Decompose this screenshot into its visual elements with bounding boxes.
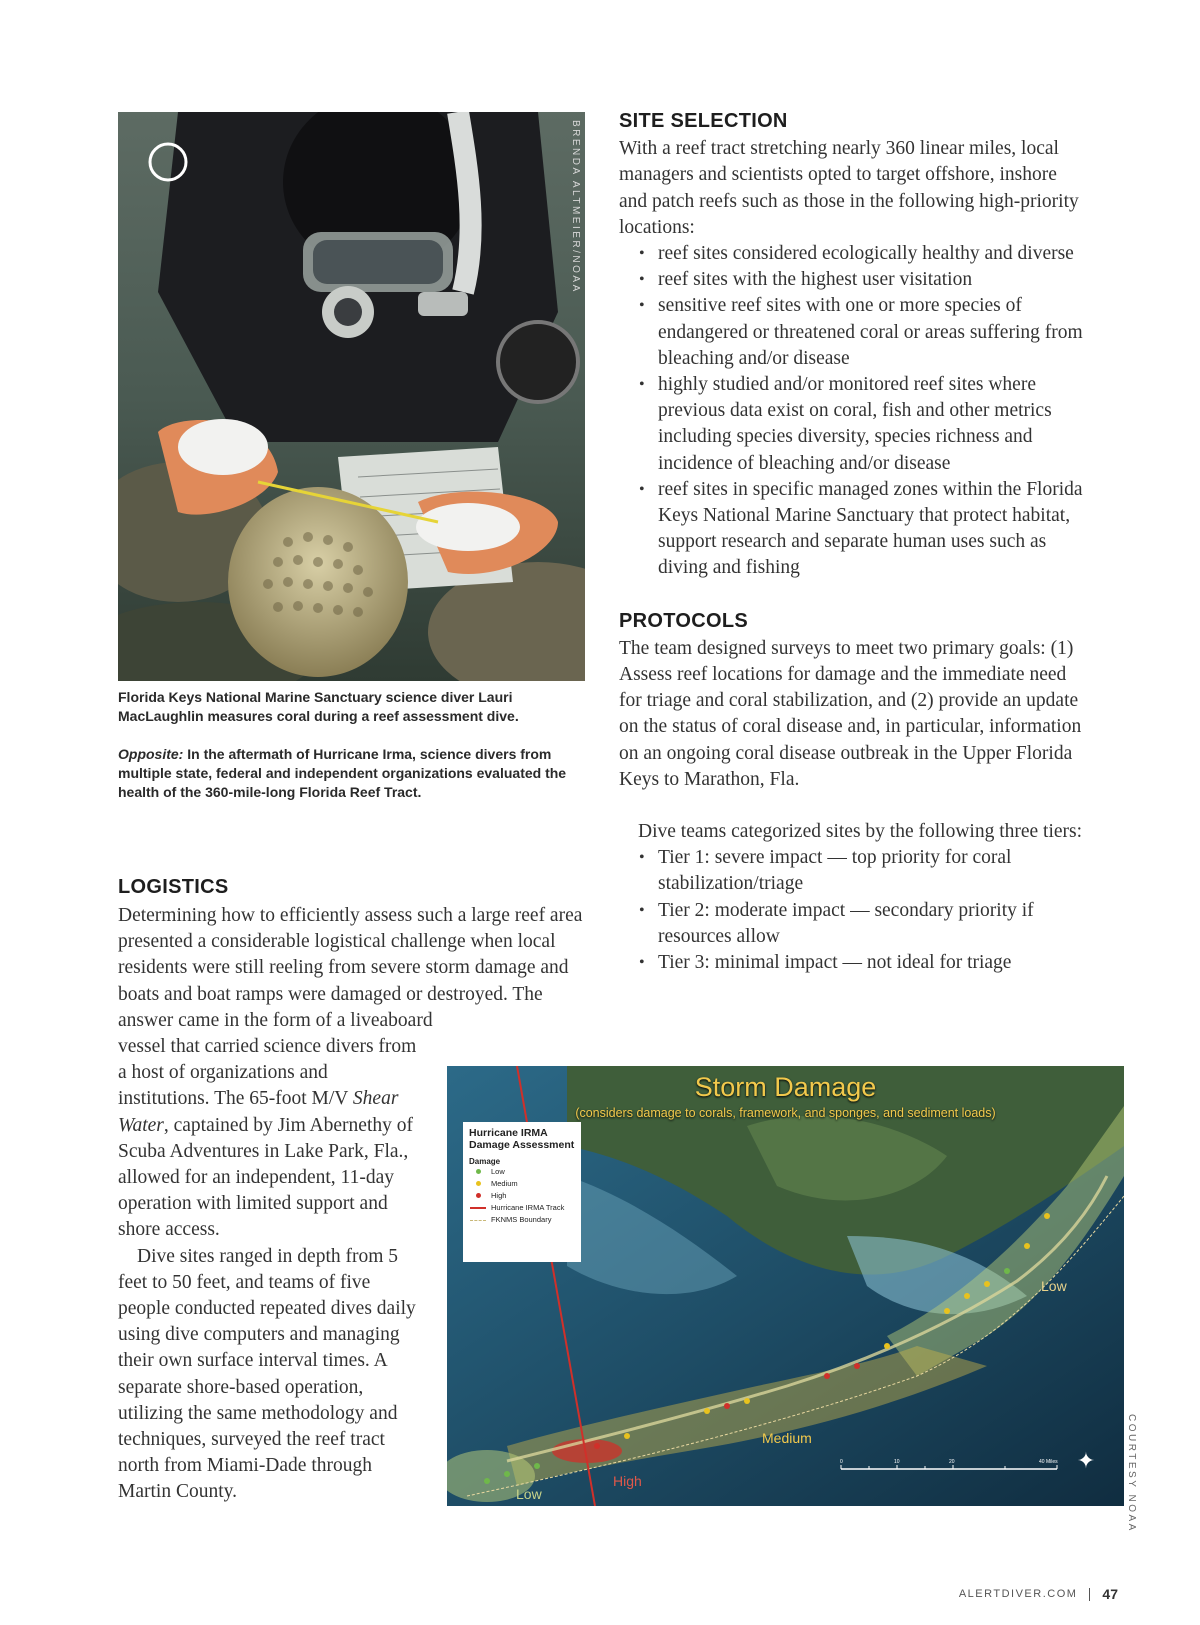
list-item: • sensitive reef sites with one or more species of endangered or threatened coral or areas suffering from bleaching and/or disease: [658, 293, 1089, 372]
map-legend: [463, 1122, 581, 1262]
right-column: [619, 108, 1089, 976]
photo-credit: BRENDA ALTMEIER/NOAA: [570, 120, 581, 294]
legend-item-track: [469, 1202, 575, 1214]
footer-site: ALERTDIVER.COM: [958, 1588, 1078, 1600]
legend-item-boundary: [469, 1214, 575, 1226]
list-item: • Tier 2: moderate impact — secondary priority if resources allow: [658, 898, 1089, 950]
logistics-narrow-column: [118, 1034, 418, 1506]
page-number: 47: [1102, 1586, 1118, 1602]
scale-label: 20: [949, 1459, 955, 1465]
scale-label: 10: [894, 1459, 900, 1465]
list-item: • highly studied and/or monitored reef sites where previous data exist on coral, fish and other metrics including species diversity, species richness and incidence of bleaching and/or disease: [658, 372, 1089, 477]
legend-item-high: [469, 1190, 575, 1202]
dot-icon: [476, 1169, 481, 1174]
tier-list: [619, 845, 1089, 976]
legend-label: FKNMS Boundary: [491, 1215, 552, 1224]
legend-label: Hurricane IRMA Track: [491, 1203, 565, 1212]
logistics-text-b: , captained by Jim Abernethy of Scuba Adventures in Lake Park, Fla., allowed for an independent, 11-day operation with limited support and shore access.: [118, 1114, 413, 1241]
list-item: • reef sites in specific managed zones within the Florida Keys National Marine Sanctuary that protect habitat, support research and separate human uses such as diving and fishing: [658, 477, 1089, 582]
map-subtitle: (considers damage to corals, framework, and sponges, and sediment loads): [575, 1106, 996, 1120]
caption-main: Florida Keys National Marine Sanctuary science diver Lauri MacLaughlin measures coral during a reef assessment dive.: [118, 689, 519, 724]
caption-opposite: [118, 745, 588, 802]
logistics-text-a: vessel that carried science divers from a host of organizations and institutions. The 65-foot M/V: [118, 1036, 417, 1110]
scale-label: 40 Miles: [1039, 1459, 1058, 1465]
legend-item-medium: [469, 1178, 575, 1190]
dot-icon: [476, 1181, 481, 1186]
compass-icon: ✦: [1076, 1448, 1096, 1473]
diver-photo-illustration: [118, 112, 585, 681]
legend-label: Medium: [491, 1179, 518, 1188]
logistics-para-2: Dive sites ranged in depth from 5 feet to 50 feet, and teams of five people conducted repeated dives daily using dive computers and managing their own surface interval times. A separate shore-based operation, utilizing the same methodology and techniques, surveyed the reef tract north from Miami-Dade through Martin County.: [118, 1245, 416, 1503]
logistics-para-1-wide: Determining how to efficiently assess such a large reef area presented a considerable logistical challenge when local residents were still reeling from severe storm damage and boats and boat ramps were damaged or destroyed. The answer came in the form of a liveaboard: [118, 905, 583, 1031]
legend-item-low: [469, 1166, 575, 1178]
storm-damage-map: [447, 1066, 1124, 1506]
list-item: • reef sites with the highest user visitation: [658, 267, 1089, 293]
site-selection-heading: SITE SELECTION: [619, 110, 788, 132]
protocols-para-2: Dive teams categorized sites by the following three tiers:: [638, 821, 1083, 843]
list-item: • reef sites considered ecologically healthy and diverse: [658, 241, 1089, 267]
line-icon: [470, 1220, 486, 1221]
map-credit: COURTESY NOAA: [1126, 1414, 1137, 1533]
logistics-para-1-continued: [118, 1034, 418, 1244]
list-item: • Tier 3: minimal impact — not ideal for triage: [658, 950, 1089, 976]
list-item: • Tier 1: severe impact — top priority for coral stabilization/triage: [658, 845, 1089, 897]
line-icon: [470, 1207, 486, 1209]
protocols-para-1: The team designed surveys to meet two primary goals: (1) Assess reef locations for damage and the immediate need for triage and coral stabilization, and (2) provide an update on the status of coral disease and, in particular, information on an ongoing coral disease outbreak in the Upper Florida Keys to Marathon, Fla.: [619, 637, 1082, 790]
legend-title: Hurricane IRMA Damage Assessment: [469, 1127, 575, 1151]
zone-label-high: High: [613, 1473, 642, 1489]
caption-opposite-label: Opposite:: [118, 746, 184, 762]
legend-label: High: [491, 1191, 507, 1200]
zone-label-low: Low: [1041, 1278, 1067, 1294]
vessel-name: Shear Water: [118, 1088, 399, 1136]
site-selection-list: [619, 241, 1089, 582]
footer-divider: [1089, 1588, 1090, 1601]
legend-label: Low: [491, 1167, 505, 1176]
legend-heading: Damage: [469, 1157, 501, 1166]
scale-bar: [839, 1458, 1059, 1472]
site-selection-intro: With a reef tract stretching nearly 360 linear miles, local managers and scientists opted to target offshore, inshore and patch reefs such as those in the following high-priority locations:: [619, 138, 1079, 238]
photo-caption: [118, 688, 588, 802]
zone-label-low: Low: [516, 1486, 542, 1502]
caption-opposite-text: In the aftermath of Hurricane Irma, science divers from multiple state, federal and independent organizations evaluated the health of the 360-mile-long Florida Reef Tract.: [118, 746, 567, 800]
dot-icon: [476, 1193, 481, 1198]
diver-photo: [118, 112, 585, 681]
logistics-heading: LOGISTICS: [118, 876, 229, 898]
scale-label: 0: [840, 1459, 843, 1465]
zone-label-medium: Medium: [762, 1430, 812, 1446]
map-title: Storm Damage: [694, 1072, 877, 1102]
page-footer: [959, 1586, 1118, 1602]
protocols-heading: PROTOCOLS: [619, 609, 749, 632]
